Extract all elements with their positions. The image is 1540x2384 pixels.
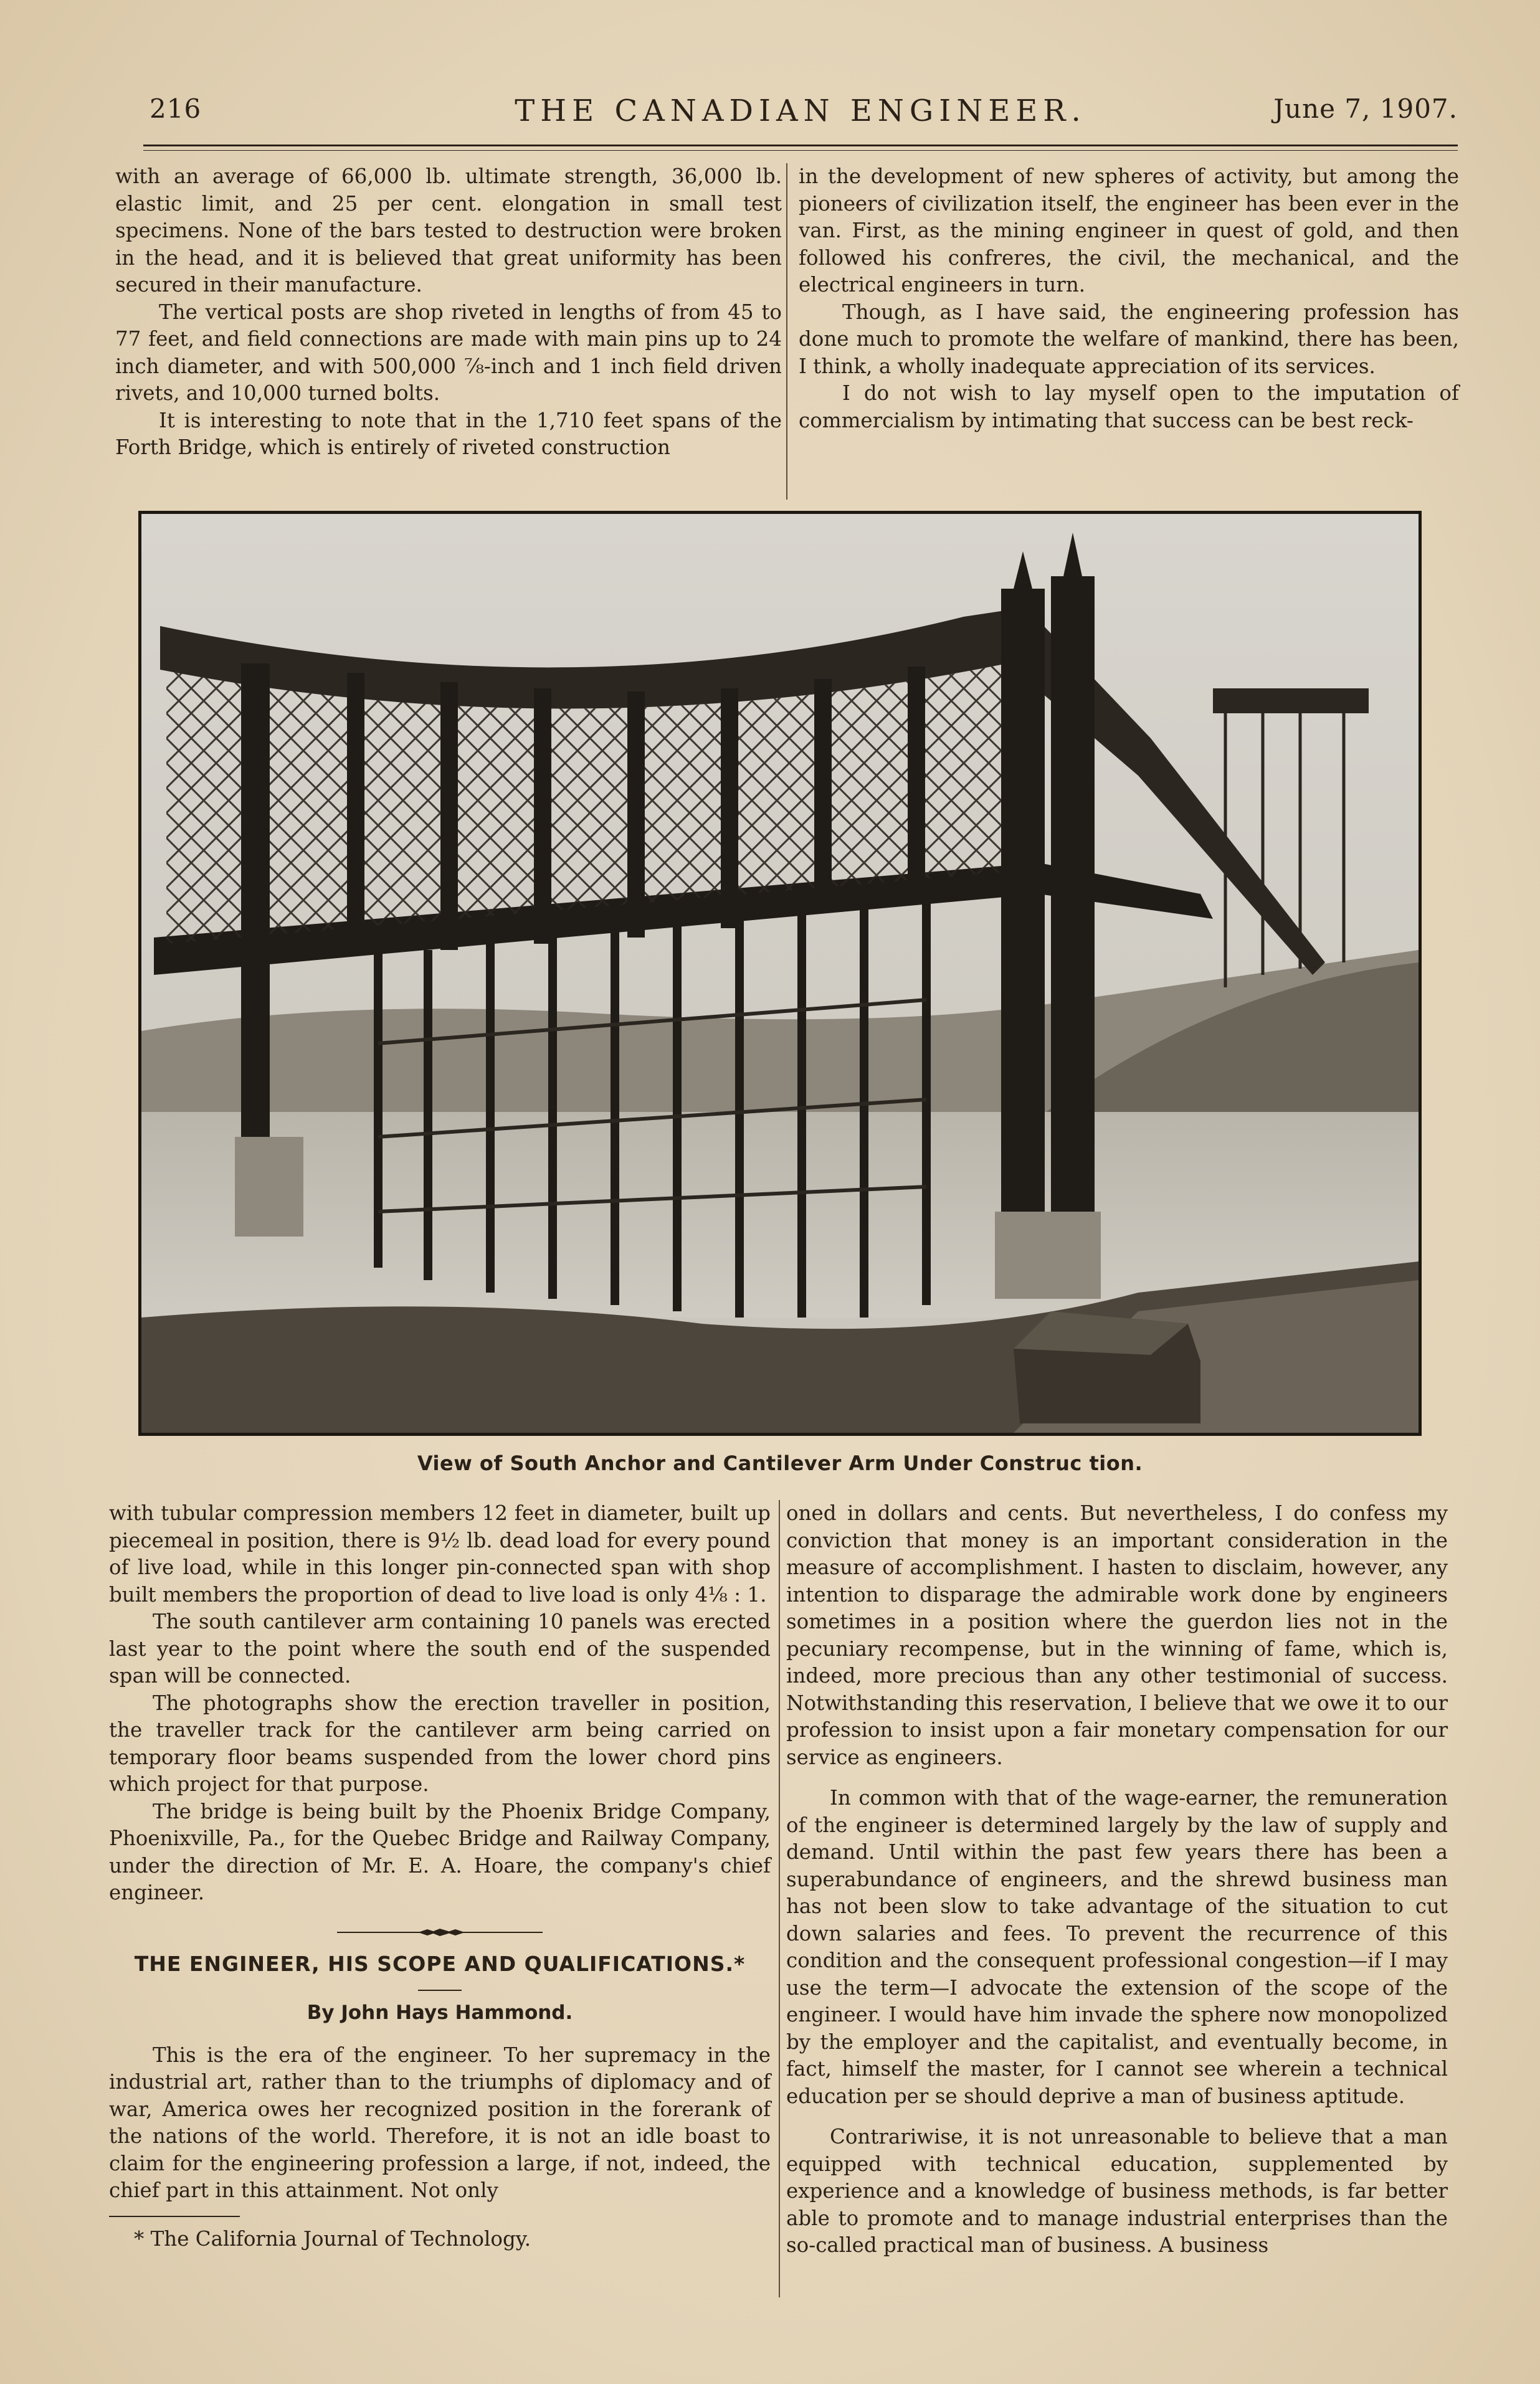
footnote: * The California Journal of Technology. <box>134 2226 531 2251</box>
paragraph: It is interesting to note that in the 1,710 feet spans of the Forth Bridge, which is entirely of riveted construction <box>115 408 782 459</box>
paragraph: The south cantilever arm containing 10 panels was erected last year to the point where the south end of the suspended span will be connected. <box>109 1610 771 1688</box>
paragraph: The bridge is being built by the Phoenix Bridge Company, Phoenixville, Pa., for the Quebec Bridge and Railway Company, under the direction of Mr. E. A. Hoare, the company's chief engineer. <box>109 1799 771 1904</box>
bridge-illustration <box>141 514 1419 1433</box>
header-rule-thin <box>143 150 1458 151</box>
paragraph: The photographs show the erection traveller in position, the traveller track for the cantilever arm being carried on temporary floor beams suspended from the lower chord pins which project for that purpose. <box>109 1691 771 1796</box>
ornament-rule-icon <box>337 1928 543 1937</box>
paragraph: in the development of new spheres of activity, but among the pioneers of civilization itself, the engineer has been ever in the van. First, as the mining engineer in quest of gold, and then followed his confreres, the civil, the mechanical, and the electrical engineers in turn. <box>799 164 1459 297</box>
title-rule <box>418 1990 462 1991</box>
issue-date: June 7, 1907. <box>1273 93 1458 124</box>
top-right-column <box>799 163 1459 434</box>
page-header <box>143 93 1458 137</box>
page-number: 216 <box>150 93 202 124</box>
header-rule-thick <box>143 145 1458 146</box>
top-left-column <box>115 163 782 462</box>
paragraph: with tubular compression members 12 feet in diameter, built up piecemeal in position, there is 9½ lb. dead load for every pound of live load, while in this longer pin-connected span with shop built members the proportion of dead to live load is only 4⅛ : 1. <box>109 1501 771 1607</box>
photo-caption: View of South Anchor and Cantilever Arm Under Construc tion. <box>417 1451 1143 1475</box>
paragraph: This is the era of the engineer. To her supremacy in the industrial art, rather than to the triumphs of diplomacy and of war, America owes her recognized position in the forerank of the nations of the world. Therefore, it is not an idle boast to claim for the engineering profession a large, if not, indeed, the chief part in this attainment. Not only <box>109 2043 771 2202</box>
paragraph: with an average of 66,000 lb. ultimate strength, 36,000 lb. elastic limit, and 25 per cent. elongation in small test specimens. None of the bars tested to destruction were broken in the head, and it is believed that great uniformity has been secured in their manufacture. <box>115 164 782 297</box>
bottom-right-column <box>786 1500 1448 2259</box>
bridge-photograph <box>138 511 1422 1436</box>
paragraph: Though, as I have said, the engineering profession has done much to promote the welfare of mankind, there has been, I think, a wholly inadequate appreciation of its services. <box>799 300 1459 378</box>
column-divider <box>779 1500 780 2297</box>
paragraph: Contrariwise, it is not unreasonable to believe that a man equipped with technical education, supplemented by experience and a knowledge of business methods, is far better able to promote and to manage industrial enterprises than the so-called practical man of business. A business <box>786 2125 1448 2257</box>
article-title: THE ENGINEER, HIS SCOPE AND QUALIFICATIONS.* <box>134 1952 746 1976</box>
footnote-rule <box>109 2216 240 2217</box>
paragraph: The vertical posts are shop riveted in lengths of from 45 to 77 feet, and field connections are made with main pins up to 24 inch diameter, and with 500,000 ⅞-inch and 1 inch field driven rivets, and 10,000 turned bolts. <box>115 300 782 405</box>
paragraph: In common with that of the wage-earner, the remuneration of the engineer is determined largely by the law of supply and demand. Until within the past few years there has been a superabundance of engineers, and the shrewd business man has not been slow to take advantage of the situation to cut down salaries and fees. To prevent the recurrence of this condition and the consequent professional congestion—if I may use the term—I advocate the extension of the scope of the engineer. I would have him invade the sphere now monopolized by the employer and the capitalist, and eventually become, in fact, himself the master, for I cannot see wherein a technical education per se should deprive a man of business aptitude. <box>786 1786 1448 2108</box>
article-byline: By John Hays Hammond. <box>307 2002 573 2024</box>
masthead: THE CANADIAN ENGINEER. <box>515 93 1086 128</box>
paragraph: I do not wish to lay myself open to the imputation of commercialism by intimating that success can be best reck- <box>799 381 1459 432</box>
section-ornament <box>109 1917 771 1944</box>
bottom-left-column <box>109 1500 771 2253</box>
column-divider <box>786 163 787 500</box>
paragraph: oned in dollars and cents. But nevertheless, I do confess my conviction that money is an important consideration in the measure of accomplishment. I hasten to disclaim, however, any intention to disparage the admirable work done by engineers sometimes in a position where the guerdon lies not in the pecuniary recompense, but in the winning of fame, which is, indeed, more precious than any other testimonial of success. Notwithstanding this reservation, I believe that we owe it to our profession to insist upon a fair monetary compensation for our service as engineers. <box>786 1501 1448 1769</box>
